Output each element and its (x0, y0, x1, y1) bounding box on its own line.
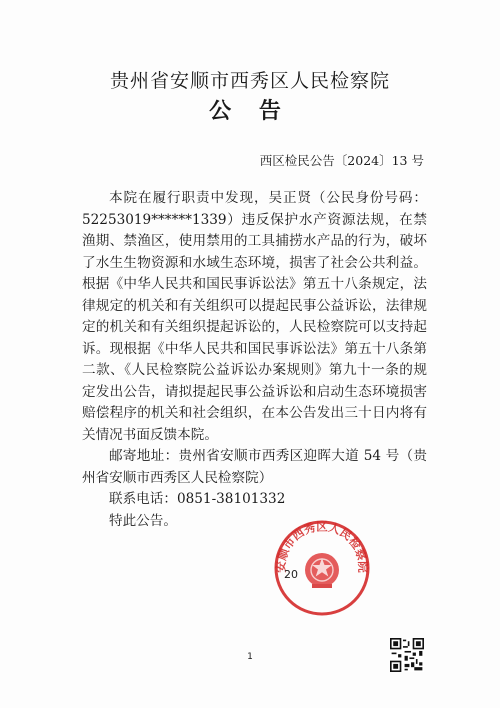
document-title: 公 告 (209, 98, 291, 124)
main-paragraph: 本院在履行职责中发现，吴正贤（公民身份号码：52253019******1339）违反保护水产资源法规，在禁渔期、禁渔区，使用禁用的工具捕捞水产品的行为，破坏了水生生物资源和水域生态环境，损害了社会公共利益。根据《中华人民共和国民事诉讼法》第五十八条规定，法律规定的机关和有关组织可以提起民事公益诉讼，法律规定的机关和有关组织提起诉讼的，人民检察院可以支持起诉。现根据《中华人民共和国民事诉讼法》第五十八条第二款、《人民检察院公益诉讼办案规则》第九十一条的规定发出公告，请拟提起民事公益诉讼和启动生态环境损害赔偿程序的机关和社会组织，在本公告发出三十日内将有关情况书面反馈本院。 (82, 190, 427, 443)
phone-value: 0851-38101332 (176, 491, 286, 507)
closing-line: 特此公告。 (109, 512, 177, 529)
announcement-body (82, 188, 427, 532)
address-label: 邮寄地址： (109, 448, 179, 464)
phone-label: 联系电话： (109, 491, 177, 507)
seal-emblem (305, 553, 339, 588)
address-line (82, 446, 427, 489)
phone-line (82, 489, 427, 511)
seal-text-path: 安顺市西秀区人民检察院 (273, 519, 371, 573)
qr-code-icon (390, 638, 424, 672)
organization-title: 贵州省安顺市西秀区人民检察院 (109, 70, 390, 92)
page-number: 1 (247, 652, 253, 662)
document-number: 西区检民公告〔2024〕13 号 (259, 153, 424, 168)
seal-year: 20 (284, 568, 298, 581)
address-value: 贵州省安顺市西秀区迎晖大道 54 号（贵州省安顺市西秀区人民检察院） (82, 448, 427, 486)
